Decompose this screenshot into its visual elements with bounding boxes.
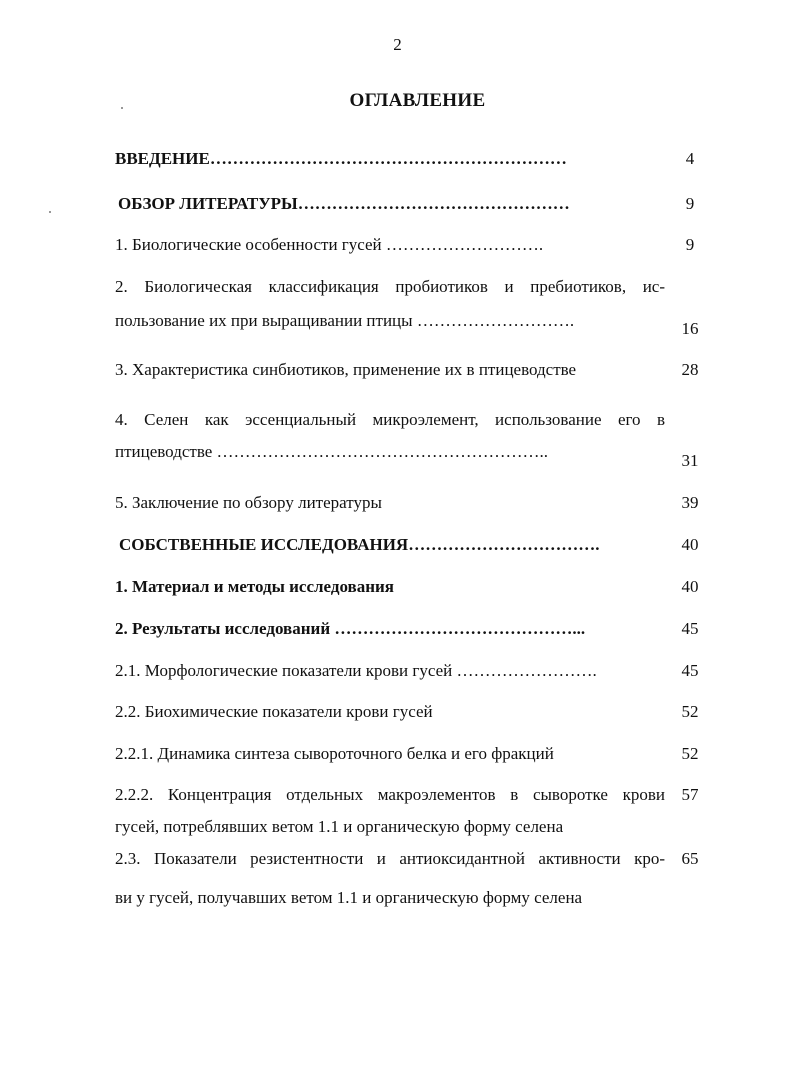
page-number: 2 [393,35,402,54]
scan-speck [121,107,123,109]
toc-entry: 2. Биологическая классификация пробиотиков и пребиотиков, ис- [115,277,665,296]
toc-page-number: 57 [681,785,699,804]
toc-page-number: 4 [685,149,695,168]
toc-page-number: 65 [681,849,699,868]
toc-entry: 3. Характеристика синбиотиков, применение их в птицеводстве [115,360,577,379]
toc-page-number: 9 [685,235,695,254]
toc-entry-continued: гусей, потреблявших ветом 1.1 и органическую форму селена [115,817,564,836]
toc-page-number: 52 [681,744,699,763]
toc-entry: 2.2.1. Динамика синтеза сывороточного белка и его фракций [115,744,554,763]
toc-page-number: 52 [681,702,699,721]
toc-page-number: 16 [681,319,699,338]
toc-entry: 2. Результаты исследований ……………………………………... [115,619,586,638]
toc-entry: 2.2.2. Концентрация отдельных макроэлементов в сыворотке крови [115,785,665,804]
toc-page-number: 31 [681,451,699,470]
page-title: ОГЛАВЛЕНИЕ [349,90,486,111]
scan-speck [49,211,51,213]
toc-page-number: 40 [681,535,699,554]
toc-entry-literature-review: ОБЗОР ЛИТЕРАТУРЫ………………………………………… [118,194,570,213]
toc-page-number: 45 [681,619,699,638]
toc-page-number: 40 [681,577,699,596]
toc-page-number: 28 [681,360,699,379]
toc-entry: 2.3. Показатели резистентности и антиоксидантной активности кро- [115,849,665,868]
toc-page-number: 9 [685,194,695,213]
toc-page-number: 39 [681,493,699,512]
toc-entry: 4. Селен как эссенциальный микроэлемент, использование его в [115,410,665,429]
toc-entry: 2.1. Морфологические показатели крови гусей ……………………. [115,661,597,680]
toc-entry-continued: птицеводстве ………………………………………………….. [115,442,549,461]
toc-entry-introduction: ВВЕДЕНИЕ……………………………………………………… [115,149,567,168]
toc-entry-continued: ви у гусей, получавших ветом 1.1 и органическую форму селена [115,888,583,907]
toc-page-number: 45 [681,661,699,680]
toc-entry-continued: пользование их при выращивании птицы ………………………. [115,311,575,330]
toc-entry-own-research: СОБСТВЕННЫЕ ИССЛЕДОВАНИЯ……………………………. [119,535,600,554]
toc-entry: 1. Биологические особенности гусей ………………………. [115,235,544,254]
toc-entry: 5. Заключение по обзору литературы [115,493,382,512]
toc-entry: 1. Материал и методы исследования [115,577,395,596]
toc-entry: 2.2. Биохимические показатели крови гусей [115,702,433,721]
